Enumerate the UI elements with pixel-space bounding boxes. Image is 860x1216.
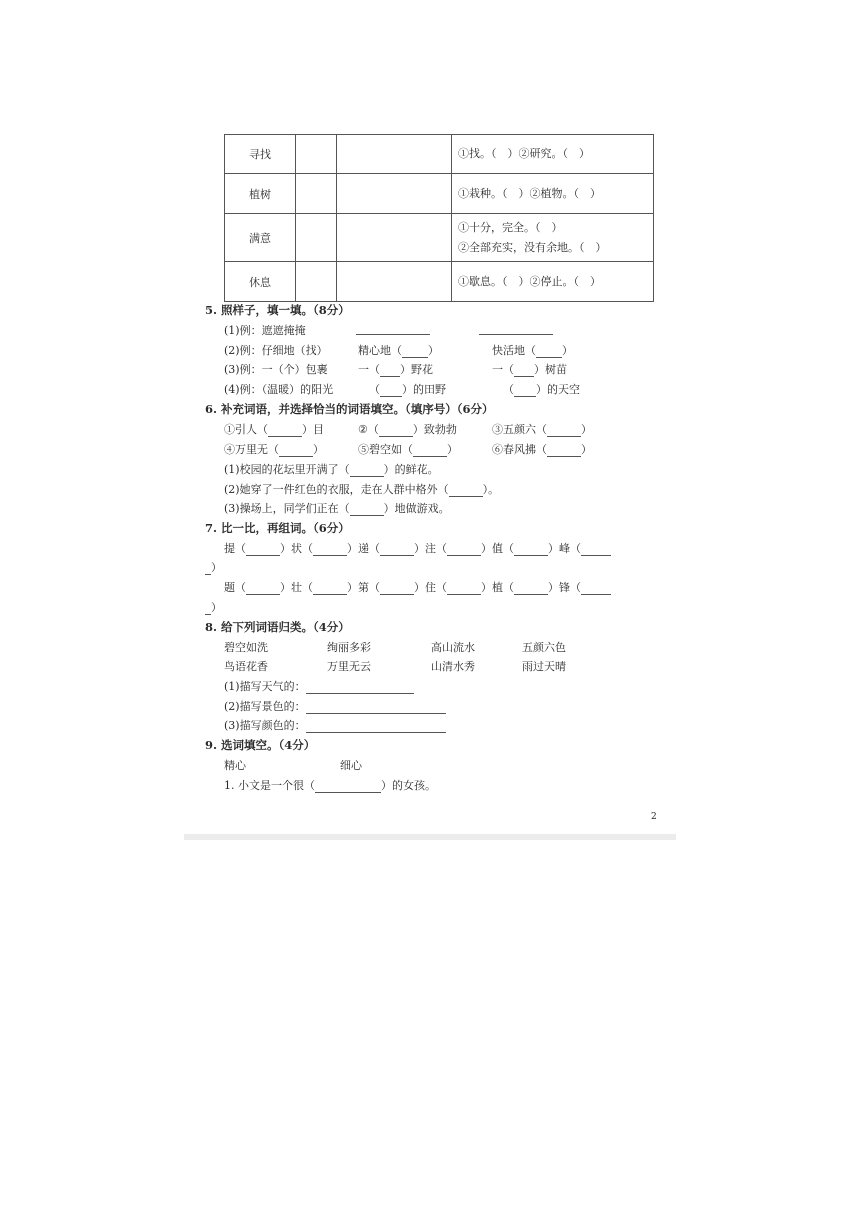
q8-title: 8. 给下列词语归类。（4分） bbox=[205, 620, 350, 634]
table-word: 满意 bbox=[225, 214, 296, 262]
table-definition: ①歇息。（ ）②停止。（ ） bbox=[452, 262, 654, 302]
table-word: 植树 bbox=[225, 174, 296, 214]
answer-blank[interactable] bbox=[306, 681, 414, 694]
table-row bbox=[225, 174, 654, 214]
page-bottom-edge bbox=[184, 834, 676, 840]
q6-title: 6. 补充词语，并选择恰当的词语填空。（填序号）（6分） bbox=[205, 402, 494, 416]
q7-title: 7. 比一比，再组词。（6分） bbox=[205, 521, 350, 535]
table-word: 休息 bbox=[225, 262, 296, 302]
answer-blank[interactable] bbox=[581, 543, 611, 556]
table-definition: ①栽种。（ ）②植物。（ ） bbox=[452, 174, 654, 214]
vocab-table bbox=[224, 134, 654, 302]
answer-blank[interactable] bbox=[380, 582, 414, 595]
answer-blank[interactable] bbox=[313, 582, 347, 595]
page-number: 2 bbox=[651, 812, 657, 822]
answer-blank[interactable] bbox=[449, 484, 483, 497]
table-word: 寻找 bbox=[225, 135, 296, 174]
table-definition: ①找。（ ）②研究。（ ） bbox=[452, 135, 654, 174]
answer-blank[interactable] bbox=[350, 503, 384, 516]
table-row bbox=[225, 214, 654, 262]
answer-blank[interactable] bbox=[514, 543, 548, 556]
answer-blank[interactable] bbox=[379, 424, 413, 437]
answer-blank[interactable] bbox=[268, 424, 302, 437]
answer-blank[interactable] bbox=[350, 464, 384, 477]
answer-blank[interactable] bbox=[279, 444, 313, 457]
answer-blank[interactable] bbox=[581, 582, 611, 595]
q9-title: 9. 选词填空。（4分） bbox=[205, 738, 316, 752]
answer-blank[interactable] bbox=[306, 720, 446, 733]
q5-line-4: (4)例：（温暖）的阳光 bbox=[224, 383, 334, 396]
table-row bbox=[225, 135, 654, 174]
answer-blank[interactable] bbox=[514, 582, 548, 595]
answer-blank[interactable] bbox=[356, 322, 430, 335]
q5-title: 5. 照样子，填一填。（8分） bbox=[205, 303, 350, 317]
answer-blank[interactable] bbox=[514, 364, 534, 377]
answer-blank[interactable] bbox=[413, 444, 447, 457]
q7-row-1: 提（ ）状（ ）递（ ）注（ ）值（ ）峰（ bbox=[224, 540, 611, 556]
answer-blank[interactable] bbox=[313, 543, 347, 556]
answer-blank[interactable] bbox=[380, 364, 400, 377]
answer-blank[interactable] bbox=[547, 424, 581, 437]
word-item: 绚丽多彩 bbox=[327, 641, 371, 654]
q5-line-3: (3)例：一（个）包裹 bbox=[224, 363, 328, 376]
answer-blank[interactable] bbox=[306, 701, 446, 714]
q5-line-1: (1)例：遮遮掩掩 bbox=[224, 324, 306, 337]
q5-line-2: (2)例：仔细地（找） bbox=[224, 344, 328, 357]
answer-blank[interactable] bbox=[380, 543, 414, 556]
answer-blank[interactable] bbox=[315, 780, 381, 793]
answer-blank[interactable] bbox=[380, 384, 402, 397]
answer-blank[interactable] bbox=[246, 582, 280, 595]
answer-blank[interactable] bbox=[514, 384, 536, 397]
word-item: 精心 bbox=[224, 759, 246, 772]
word-item: 万里无云 bbox=[327, 660, 371, 673]
word-item: 碧空如洗 bbox=[224, 641, 268, 654]
word-item: 山清水秀 bbox=[431, 660, 475, 673]
answer-blank[interactable] bbox=[536, 345, 562, 358]
word-item: 高山流水 bbox=[431, 641, 475, 654]
table-row bbox=[225, 262, 654, 302]
table-definition: ①十分，完全。（ ） ②全部充实，没有余地。（ ） bbox=[452, 214, 654, 262]
answer-blank[interactable] bbox=[246, 543, 280, 556]
answer-blank[interactable] bbox=[547, 444, 581, 457]
answer-blank[interactable] bbox=[479, 322, 553, 335]
word-item: 细心 bbox=[340, 759, 362, 772]
q7-row-2: 题（ ）壮（ ）第（ ）住（ ）植（ ）锋（ bbox=[224, 579, 611, 595]
word-item: 鸟语花香 bbox=[224, 660, 268, 673]
word-item: 五颜六色 bbox=[522, 641, 566, 654]
answer-blank[interactable] bbox=[447, 543, 481, 556]
answer-blank[interactable] bbox=[402, 345, 428, 358]
word-item: 雨过天晴 bbox=[522, 660, 566, 673]
answer-blank[interactable] bbox=[447, 582, 481, 595]
